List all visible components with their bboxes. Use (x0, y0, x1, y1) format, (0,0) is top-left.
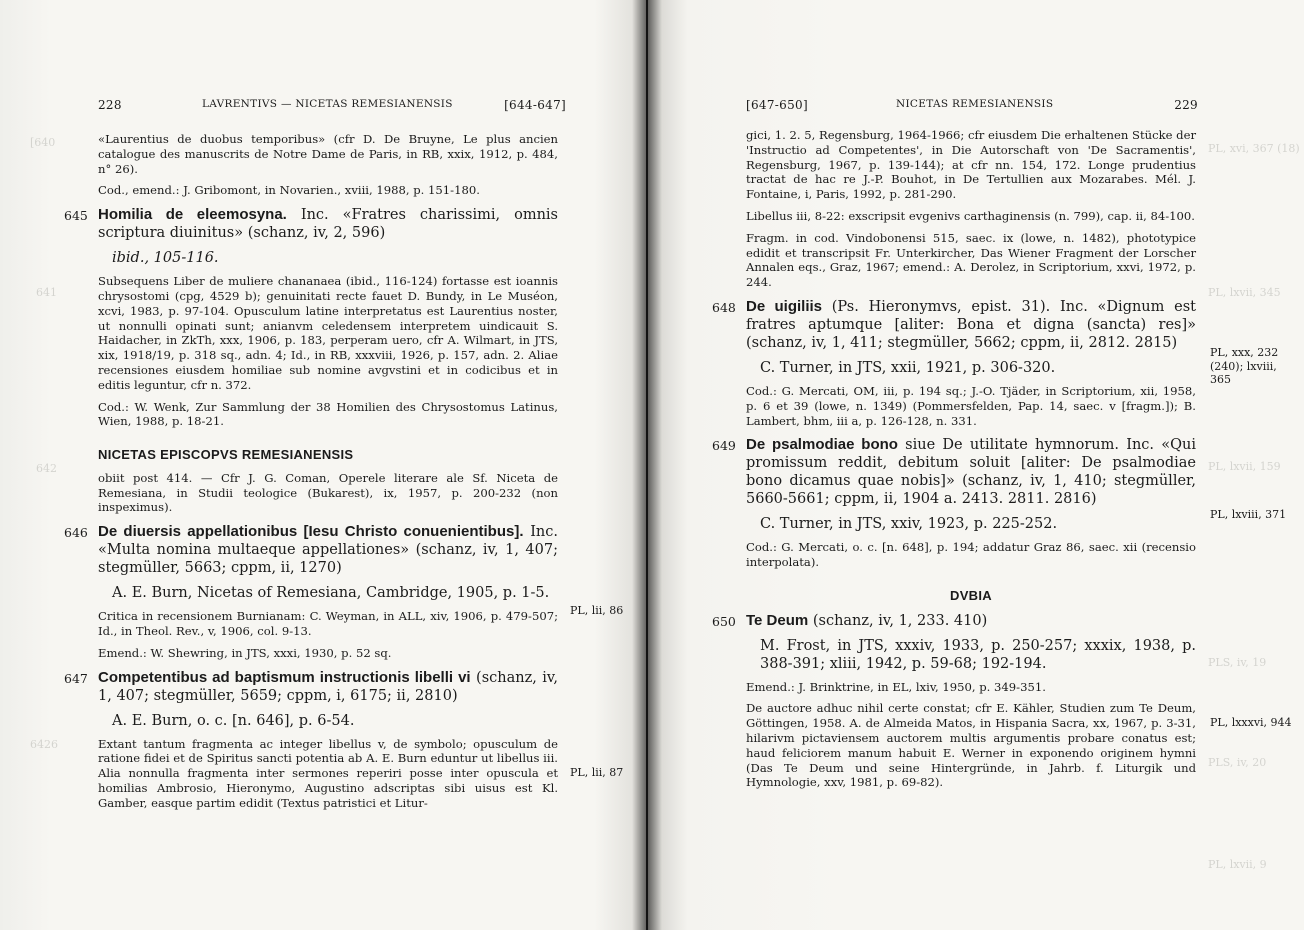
entry-648 (712, 297, 1197, 428)
bleed-through-text: PL, lxvii, 345 (1208, 286, 1281, 299)
entry-number: 645 (64, 208, 88, 224)
entry-649 (712, 436, 1196, 570)
bleed-through-text: 6426 (30, 738, 58, 751)
bleed-through-text: PLS, iv, 20 (1208, 756, 1267, 769)
entry-title: Competentibus ad baptismum instructionis libelli vi (98, 668, 471, 686)
edition-ref: A. E. Burn, o. c. [n. 646], p. 6-54. (112, 712, 355, 729)
entry-647 (64, 668, 558, 811)
pl-reference: PL, xxx, 232 (240); lxviii, 365 (1210, 346, 1279, 386)
left-page (0, 0, 646, 930)
edition-ref: A. E. Burn, Nicetas of Remesiana, Cambridge, 1905, p. 1-5. (112, 585, 550, 602)
section-heading: DVBIA (950, 587, 992, 603)
entry-title: De uigiliis (746, 297, 822, 315)
entry-title: Homilia de eleemosyna. (98, 206, 287, 224)
right-page (648, 0, 1304, 930)
paragraph: Fragm. in cod. Vindobonensi 515, saec. ix (lowe, n. 1482), phototypice edidit et transcripsit Fr. Unterkircher, Das Wiener Fragment der Lorscher Annalen eqs., Graz, 1967; emend.: A. Derolez, in Scriptorium, xxvi, 1972, p. 244. (746, 230, 1196, 290)
entry-text: siue De utilitate hymnorum. Inc. «Qui promissum reddit, debitum soluit [aliter: De psalmodiae bono dicamus quae nobis]» (schanz, iv, 1, 410; stegmüller, 5660-5661; cppm, ii, 1904 a. 2413. 2811. 2816) (746, 437, 1196, 508)
entry-number: 646 (64, 525, 88, 541)
codices-note: Cod.: G. Mercati, OM, iii, p. 194 sq.; J.-O. Tjäder, in Scriptorium, xii, 1958, p. 6 et 39 (lowe, n. 1349) (Pommersfelden, Pap. 14, saec. v [fragm.]); B. Lambert, bhm, iii a, p. 126-128, n. 331. (746, 383, 1196, 428)
page-range: [647-650] (746, 98, 808, 112)
running-title: NICETAS REMESIANENSIS (896, 98, 1054, 110)
bleed-through-text: PL, lxvii, 9 (1208, 858, 1267, 871)
entry-title: Te Deum (746, 611, 809, 629)
edition-ref: M. Frost, in JTS, xxxiv, 1933, p. 250-257; xxxix, 1938, p. 388-391; xliii, 1942, p. 59-68; 192-194. (760, 637, 1196, 672)
entry-text: Inc. «Fratres charissimi, omnis scriptura diuinitus» (schanz, iv, 2, 596) (98, 207, 558, 242)
right-text-column (712, 128, 1197, 797)
page-number: 228 (98, 98, 122, 112)
bleed-through-text: 642 (36, 462, 57, 475)
bleed-through-text: PL, lxvii, 159 (1208, 460, 1281, 473)
paragraph: «Laurentius de duobus temporibus» (cfr D. De Bruyne, Le plus ancien catalogue des manuscrits de Notre Dame de Paris, in RB, xxix, 1912, p. 484, n° 26). (98, 132, 558, 176)
bleed-through-text: 641 (36, 286, 57, 299)
entry-notes: De auctore adhuc nihil certe constat; cfr E. Kähler, Studien zum Te Deum, Göttingen, 1958. A. de Almeida Matos, in Hispania Sacra, xx, 1967, p. 3-31, hilarivm pictaviensem auctorem multis argumentis probare conatus est; haud feliciorem manum habuit E. Werner in exponendo originem hymni (Das Te Deum und seine Hintergründe, in Jahrb. f. Liturgik und Hymnologie, xxv, 1981, p. 69-82). (746, 701, 1196, 790)
pl-reference: PL, lii, 86 (570, 604, 624, 617)
pl-reference: PL, lii, 87 (570, 766, 624, 779)
entry-text: (schanz, iv, 1, 233. 410) (812, 612, 988, 629)
entry-650 (712, 611, 1196, 791)
edition-ref: C. Turner, in JTS, xxii, 1921, p. 306-320. (760, 359, 1056, 376)
entry-number: 647 (64, 670, 88, 686)
entry-notes: Extant tantum fragmenta ac integer libellus v, de symbolo; opusculum de ratione fidei et de Spiritus sancti potentia ab A. E. Burn eduntur ut libellus iii. Alia nonnulla fragmenta inter sermones reperiri posse inter opuscula et homilias Ambrosio, Hieronymo, Augustino adscriptas sibi uisus est Kl. Gamber, easque partim edidit (Textus patristici et Litur- (98, 736, 558, 810)
paragraph: gici, 1. 2. 5, Regensburg, 1964-1966; cfr eiusdem Die erhaltenen Stücke der 'Instructio ad Competentes', in Die Autorschaft von 'De Sacramentis', Regensburg, 1967, p. 139-144); at cfr nn. 154, 172. Longe prudentius tractat de hac re J.-P. Bouhot, in De Tertullien aux Mozarabes. Mél. J. Fontaine, i, Paris, 1992, p. 281-290. (746, 128, 1196, 202)
codices-note: Cod.: W. Wenk, Zur Sammlung der 38 Homilien des Chrysostomus Latinus, Wien, 1988, p. 18-21. (98, 399, 558, 429)
paragraph: Cod., emend.: J. Gribomont, in Novarien., xviii, 1988, p. 151-180. (98, 183, 480, 198)
bleed-through-text: [640 (30, 136, 56, 149)
critica-note: Critica in recensionem Burnianam: C. Weyman, in ALL, xiv, 1906, p. 479-507; Id., in Theol. Rev., v, 1906, col. 9-13. (98, 609, 558, 638)
page-number: 229 (1174, 98, 1198, 112)
entry-title: De diuersis appellationibus [Iesu Christo conuenientibus]. (98, 523, 524, 541)
section-intro: obiit post 414. — Cfr J. G. Coman, Operele literare ale Sf. Niceta de Remesiana, in Studii teologice (Bukarest), ix, 1957, p. 200-232 (non inspeximus). (98, 470, 558, 515)
entry-number: 650 (712, 613, 736, 629)
entry-text: (schanz, iv, 1, 407; stegmüller, 5659; cppm, i, 6175; ii, 2810) (98, 669, 558, 704)
emend-note: Emend.: W. Shewring, in JTS, xxxi, 1930, p. 52 sq. (98, 645, 392, 660)
pl-reference: PL, lxviii, 371 (1210, 508, 1287, 521)
bleed-through-text: PL, xvi, 367 (18) (1208, 142, 1300, 155)
entry-number: 648 (712, 299, 736, 315)
left-text-column (64, 132, 558, 818)
edition-ref: C. Turner, in JTS, xxiv, 1923, p. 225-252. (760, 516, 1058, 533)
running-title: LAVRENTIVS — NICETAS REMESIANENSIS (202, 98, 453, 110)
entry-645 (64, 206, 558, 429)
entry-text: Inc. «Multa nomina multaeque appellationes» (schanz, iv, 1, 407; stegmüller, 5663; cppm, ii, 1270) (98, 524, 558, 577)
entry-number: 649 (712, 438, 736, 454)
entry-text: (Ps. Hieronymvs, epist. 31). Inc. «Dignum est fratres aptumque [aliter: Bona et digna (sancta) res]» (schanz, iv, 1, 411; stegmüller, 5662; cppm, ii, 2812. 2815) (746, 298, 1197, 351)
emend-note: Emend.: J. Brinktrine, in EL, lxiv, 1950, p. 349-351. (746, 679, 1046, 694)
bleed-through-text: PLS, iv, 19 (1208, 656, 1267, 669)
section-heading: NICETAS EPISCOPVS REMESIANENSIS (98, 447, 354, 463)
entry-title: De psalmodiae bono (746, 436, 898, 454)
paragraph: Libellus iii, 8-22: exscripsit evgenivs carthaginensis (n. 799), cap. ii, 84-100. (746, 208, 1195, 223)
book-gutter (632, 0, 662, 930)
pl-reference: PL, lxxxvi, 944 (1210, 716, 1292, 729)
entry-646 (64, 523, 558, 660)
page-range: [644-647] (504, 98, 566, 112)
edition-ref: ibid., 105-116. (112, 250, 219, 267)
codices-note: Cod.: G. Mercati, o. c. [n. 648], p. 194; addatur Graz 86, saec. xii (recensio interpolata). (746, 540, 1196, 570)
entry-notes: Subsequens Liber de muliere chananaea (ibid., 116-124) fortasse est ioannis chrysostomi (cpg, 4529 b); genuinitati recte fauet D. Bundy, in Le Muséon, xcvi, 1983, p. 97-104. Opusculum latine interpretatus est Laurentius noster, ut nonnulli opinati sunt; anianvm celedensem interpretem uindicauit S. Haidacher, in ZkTh, xxx, 1906, p. 183, perperam uero, cfr A. Wilmart, in JTS, xix, 1918/19, p. 318 sq., adn. 4; Id., in RB, xxxviii, 1926, p. 157, adn. 2. Aliae recensiones eiusdem homiliae sub nomine avgvstini et in codicibus et in editis leguntur, cfr n. 372. (98, 274, 558, 392)
